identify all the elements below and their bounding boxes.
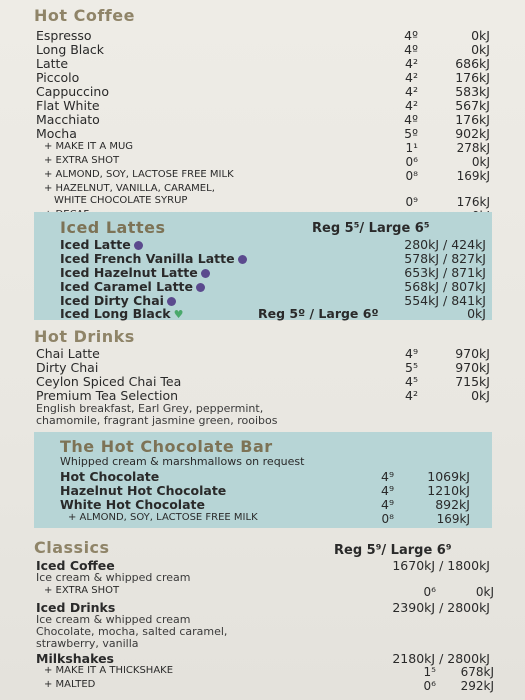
item-kj: 970kJ bbox=[455, 360, 490, 375]
item-kj: 686kJ bbox=[455, 56, 490, 71]
iced-lattes-title: Iced Lattes bbox=[60, 218, 166, 237]
item-name: Hot Chocolate bbox=[60, 469, 160, 484]
syrup-line-1: + HAZELNUT, VANILLA, CARAMEL, bbox=[44, 183, 215, 194]
extra-kj: 292kJ bbox=[460, 679, 494, 693]
item-kj: 2180kJ / 2800kJ bbox=[392, 651, 490, 666]
menu-item bbox=[0, 42, 525, 56]
tea-description-1: English breakfast, Earl Grey, peppermint, bbox=[36, 402, 264, 415]
extra-item bbox=[0, 169, 525, 183]
item-name: Latte bbox=[36, 56, 69, 71]
dairy-badge-icon bbox=[196, 283, 205, 292]
item-name: Iced Drinks bbox=[36, 600, 116, 615]
item-price: 5⁵ bbox=[405, 360, 418, 375]
item-price: 4² bbox=[405, 70, 418, 85]
item-kj: 554kJ / 841kJ bbox=[404, 293, 486, 308]
syrup-line-2: WHITE CHOCOLATE SYRUP bbox=[54, 195, 188, 206]
item-name: Espresso bbox=[36, 28, 92, 43]
item-price: 4⁹ bbox=[405, 346, 418, 361]
extra-price: 1¹ bbox=[405, 141, 418, 155]
item-name: Milkshakes bbox=[36, 651, 114, 666]
item-price: 5º bbox=[404, 126, 418, 141]
item-kj: 567kJ bbox=[455, 98, 490, 113]
green-heart-icon: ♥ bbox=[173, 308, 184, 321]
menu-item bbox=[0, 112, 525, 126]
menu-item bbox=[0, 497, 525, 511]
tea-description-2: chamomile, fragrant jasmine green, rooibos bbox=[36, 414, 278, 427]
item-name: Mocha bbox=[36, 126, 77, 141]
extra-kj: 169kJ bbox=[456, 169, 490, 183]
item-kj: 1069kJ bbox=[427, 469, 470, 484]
item-kj: 715kJ bbox=[455, 374, 490, 389]
item-price: 4² bbox=[405, 56, 418, 71]
extra-kj: 0kJ bbox=[471, 155, 490, 169]
extra-name: + MALTED bbox=[44, 679, 96, 690]
extra-item bbox=[0, 512, 525, 526]
item-kj: 2390kJ / 2800kJ bbox=[392, 600, 490, 615]
extra-name: + MAKE IT A MUG bbox=[44, 141, 134, 152]
extra-price: 0⁶ bbox=[405, 155, 418, 169]
iced-latte-item bbox=[0, 237, 525, 251]
classics-price-header bbox=[0, 543, 525, 557]
item-name: Iced Hazelnut Latte bbox=[60, 265, 198, 280]
item-name: Iced Coffee bbox=[36, 558, 115, 573]
menu-item bbox=[0, 600, 525, 614]
extra-name: + MAKE IT A THICKSHAKE bbox=[44, 665, 174, 676]
menu-item bbox=[0, 56, 525, 70]
hot-drinks-title: Hot Drinks bbox=[34, 327, 135, 346]
item-kj: 176kJ bbox=[455, 70, 490, 85]
extra-name: + ALMOND, SOY, LACTOSE FREE MILK bbox=[44, 169, 234, 180]
item-name: Iced Caramel Latte bbox=[60, 279, 194, 294]
item-name: Long Black bbox=[36, 42, 105, 57]
menu-item bbox=[0, 651, 525, 665]
item-price: 4⁹ bbox=[381, 469, 394, 484]
extra-name: + EXTRA SHOT bbox=[44, 585, 120, 596]
extra-item bbox=[0, 679, 525, 693]
item-kj: 970kJ bbox=[455, 346, 490, 361]
iced-latte-item bbox=[0, 279, 525, 293]
item-price: 4² bbox=[405, 84, 418, 99]
iced-latte-item bbox=[0, 293, 525, 307]
syrup-item bbox=[0, 195, 525, 209]
item-name: Iced Latte bbox=[60, 237, 131, 252]
menu-item bbox=[0, 483, 525, 497]
item-price: 4⁹ bbox=[381, 497, 394, 512]
iced-latte-item bbox=[0, 265, 525, 279]
item-name: White Hot Chocolate bbox=[60, 497, 205, 512]
extra-item bbox=[0, 585, 525, 599]
classics-title: Classics bbox=[34, 538, 110, 557]
hot-coffee-title: Hot Coffee bbox=[34, 6, 135, 25]
menu-item bbox=[0, 346, 525, 360]
extra-kj: 169kJ bbox=[436, 512, 470, 526]
extra-kj: 0kJ bbox=[475, 585, 494, 599]
item-price: 4² bbox=[405, 388, 418, 403]
extra-kj: 278kJ bbox=[456, 141, 490, 155]
extra-item bbox=[0, 665, 525, 679]
item-name: Macchiato bbox=[36, 112, 100, 127]
item-name: Piccolo bbox=[36, 70, 80, 85]
syrup-price: 0⁹ bbox=[405, 195, 418, 209]
menu-item bbox=[0, 70, 525, 84]
menu-item bbox=[0, 98, 525, 112]
hot-chocolate-title: The Hot Chocolate Bar bbox=[60, 437, 273, 456]
item-price: 4⁵ bbox=[405, 374, 418, 389]
item-name: Ceylon Spiced Chai Tea bbox=[36, 374, 182, 389]
syrup-kj: 176kJ bbox=[456, 195, 490, 209]
item-kj: 0kJ bbox=[471, 388, 490, 403]
iced-long-black-item bbox=[0, 306, 525, 320]
item-description: Chocolate, mocha, salted caramel, bbox=[36, 625, 228, 638]
item-kj: 0kJ bbox=[467, 306, 486, 321]
item-price: 4º bbox=[404, 112, 418, 127]
menu-item bbox=[0, 558, 525, 572]
item-price: Reg 5º / Large 6º bbox=[258, 306, 379, 321]
item-description: Ice cream & whipped cream bbox=[36, 571, 191, 584]
extra-price: 0⁶ bbox=[423, 585, 436, 599]
dairy-badge-icon bbox=[167, 297, 176, 306]
extra-price: 0⁸ bbox=[405, 169, 418, 183]
menu-item bbox=[0, 84, 525, 98]
item-price: 4º bbox=[404, 42, 418, 57]
item-description: strawberry, vanilla bbox=[36, 637, 139, 650]
item-name: Dirty Chai bbox=[36, 360, 99, 375]
extra-price: 1⁵ bbox=[423, 665, 436, 679]
item-kj: 0kJ bbox=[471, 42, 490, 57]
menu-item bbox=[0, 469, 525, 483]
menu-item bbox=[0, 374, 525, 388]
item-kj: 280kJ / 424kJ bbox=[404, 237, 486, 252]
item-price: 4² bbox=[405, 98, 418, 113]
item-name: Iced Dirty Chai bbox=[60, 293, 164, 308]
iced-lattes-price-header bbox=[0, 221, 525, 235]
item-name: Flat White bbox=[36, 98, 100, 113]
item-kj: 892kJ bbox=[435, 497, 470, 512]
item-price: 4⁹ bbox=[381, 483, 394, 498]
item-name: Iced Long Black bbox=[60, 306, 171, 321]
dairy-badge-icon bbox=[201, 269, 210, 278]
hot-chocolate-subtitle: Whipped cream & marshmallows on request bbox=[60, 455, 305, 468]
item-name: Iced French Vanilla Latte bbox=[60, 251, 235, 266]
extra-name: + EXTRA SHOT bbox=[44, 155, 120, 166]
item-kj: 568kJ / 807kJ bbox=[404, 279, 486, 294]
item-kj: 1670kJ / 1800kJ bbox=[392, 558, 490, 573]
menu-item bbox=[0, 360, 525, 374]
item-kj: 583kJ bbox=[455, 84, 490, 99]
item-kj: 0kJ bbox=[471, 28, 490, 43]
extra-price: 0⁸ bbox=[381, 512, 394, 526]
item-kj: 1210kJ bbox=[427, 483, 470, 498]
item-name: Chai Latte bbox=[36, 346, 100, 361]
iced-latte-item bbox=[0, 251, 525, 265]
price-header: Reg 5⁹/ Large 6⁹ bbox=[334, 543, 452, 558]
dairy-badge-icon bbox=[238, 255, 247, 264]
dairy-badge-icon bbox=[134, 241, 143, 250]
item-kj: 176kJ bbox=[455, 112, 490, 127]
extra-item bbox=[0, 141, 525, 155]
item-kj: 578kJ / 827kJ bbox=[404, 251, 486, 266]
item-kj: 653kJ / 871kJ bbox=[404, 265, 486, 280]
price-header: Reg 5⁵/ Large 6⁵ bbox=[312, 221, 430, 236]
item-name: Cappuccino bbox=[36, 84, 109, 99]
extra-name: + ALMOND, SOY, LACTOSE FREE MILK bbox=[68, 512, 258, 523]
menu-item bbox=[0, 28, 525, 42]
item-name: Premium Tea Selection bbox=[36, 388, 179, 403]
item-description: Ice cream & whipped cream bbox=[36, 613, 191, 626]
menu-item bbox=[0, 126, 525, 140]
menu-item bbox=[0, 388, 525, 402]
item-name: Hazelnut Hot Chocolate bbox=[60, 483, 227, 498]
extra-kj: 678kJ bbox=[460, 665, 494, 679]
extra-item bbox=[0, 155, 525, 169]
extra-price: 0⁶ bbox=[423, 679, 436, 693]
item-kj: 902kJ bbox=[455, 126, 490, 141]
item-price: 4º bbox=[404, 28, 418, 43]
